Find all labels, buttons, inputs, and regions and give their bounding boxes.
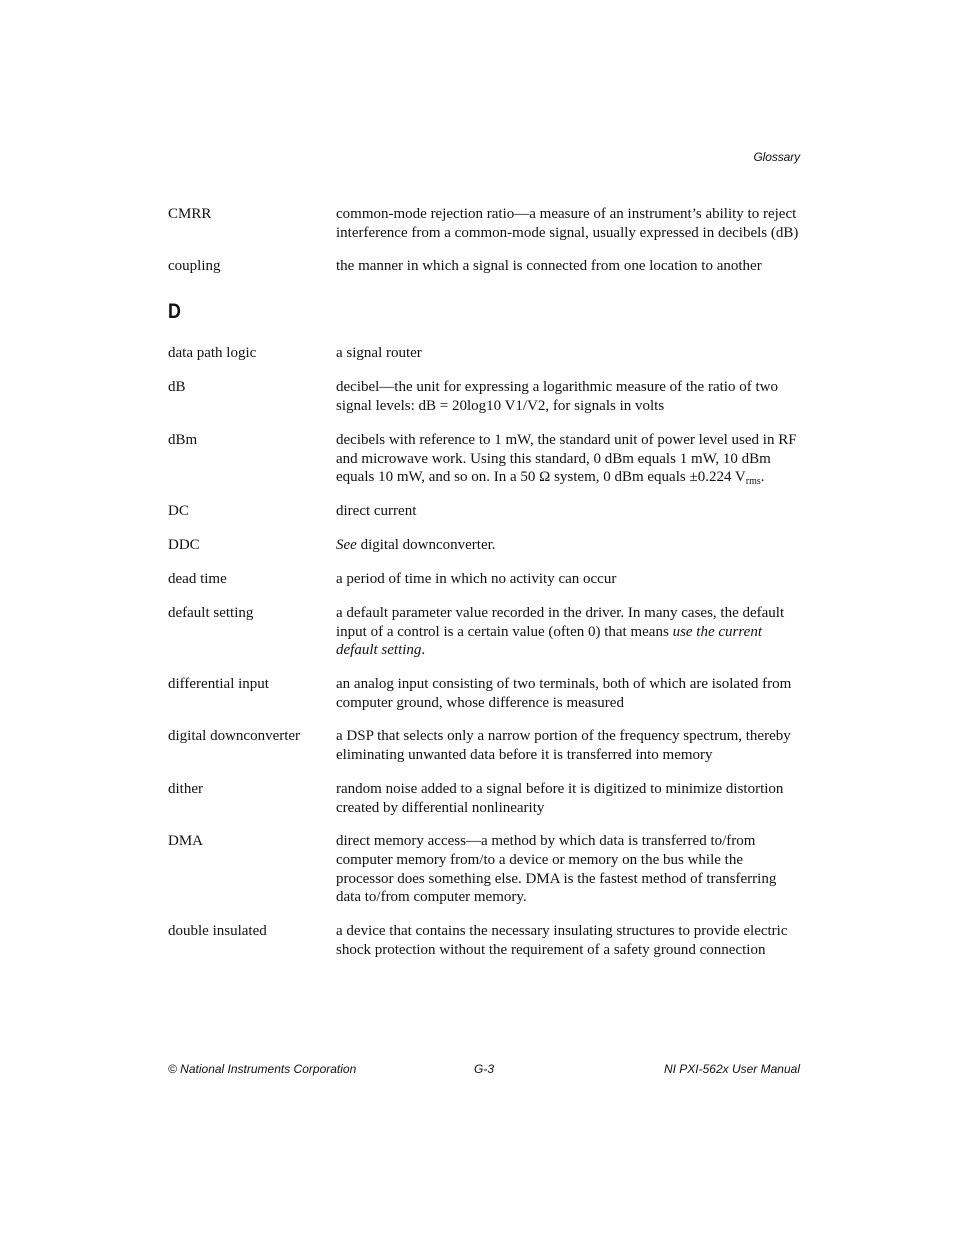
glossary-term: DC [168, 502, 189, 519]
glossary-definition: a period of time in which no activity can occur [336, 570, 617, 587]
page-number: G-3 [474, 1062, 495, 1076]
glossary-definition: a DSP that selects only a narrow portion of the frequency spectrum, thereby eliminating unwanted data before it is transferred into memory [336, 728, 791, 764]
glossary-term: default setting [168, 604, 254, 621]
glossary-entry-dc [168, 502, 800, 521]
glossary-entry-coupling [168, 257, 800, 276]
emphasis-text: use the current default setting [336, 623, 762, 659]
glossary-term: data path logic [168, 345, 257, 362]
see-reference: See [336, 536, 357, 553]
glossary-term: dBm [168, 431, 198, 448]
glossary-term: dB [168, 379, 186, 396]
manual-title: NI PXI-562x User Manual [663, 1062, 800, 1076]
glossary-term: dither [168, 780, 203, 797]
glossary-term: coupling [168, 258, 221, 275]
glossary-definition [336, 431, 800, 487]
glossary-entry-db [168, 378, 800, 415]
glossary-definition: common-mode rejection ratio—a measure of an instrument’s ability to reject interference from a common-mode signal, usually expressed in decibels (dB) [336, 206, 799, 241]
glossary-definition: direct current [336, 502, 417, 519]
glossary-entry-cmrr [168, 205, 800, 242]
glossary-definition: decibel—the unit for expressing a logarithmic measure of the ratio of two signal levels: dB = 20log10 V1/V2, for signals in volts [336, 379, 778, 415]
glossary-entry-dither [168, 780, 800, 817]
glossary-entry-dead-time [168, 570, 800, 589]
glossary-entry-double-insulated [168, 922, 800, 959]
glossary-definition: a device that contains the necessary insulating structures to provide electric shock protection without the requirement of a safety ground connection [336, 923, 788, 958]
glossary-entry-default-setting [168, 604, 800, 660]
glossary-body [168, 205, 800, 959]
glossary-term: CMRR [168, 206, 212, 222]
glossary-definition [336, 604, 800, 660]
section-heading-d: D [168, 300, 181, 324]
glossary-term: DDC [168, 536, 200, 553]
definition-end: . [421, 642, 426, 659]
glossary-entry-dbm [168, 431, 800, 487]
glossary-term: digital downconverter [168, 728, 301, 745]
glossary-term: DMA [168, 833, 204, 850]
glossary-entry-data-path-logic [168, 344, 800, 363]
definition-text: a default parameter value recorded in the driver. In many cases, the default input of a control is a certain value (often 0) that means [336, 604, 785, 640]
definition-end: . [760, 469, 765, 486]
definition-text: digital downconverter. [356, 536, 496, 553]
glossary-definition [336, 536, 800, 555]
footer-copyright: © National Instruments Corporation [168, 1062, 357, 1076]
definition-text: decibels with reference to 1 mW, the standard unit of power level used in RF and microwave work. Using this standard, 0 dBm equals 1 mW, 10 dBm equals 10 mW, and so on. In a 50 Ω system, 0 dBm equals ±0.224 V [336, 431, 797, 486]
glossary-definition: a signal router [336, 345, 422, 362]
running-header: Glossary [753, 150, 800, 164]
glossary-entry-differential-input [168, 675, 800, 712]
glossary-definition: the manner in which a signal is connected from one location to another [336, 258, 762, 275]
glossary-definition: random noise added to a signal before it is digitized to minimize distortion created by differential nonlinearity [336, 780, 784, 816]
glossary-entry-digital-downconverter [168, 727, 800, 764]
glossary-definition: direct memory access—a method by which data is transferred to/from computer memory from/to a device or memory on the bus while the processor does something else. DMA is the fastest method of transferring data to/from computer memory. [336, 833, 777, 906]
rms-subscript: rms [745, 476, 761, 488]
glossary-term: dead time [168, 570, 227, 587]
glossary-entry-ddc [168, 536, 800, 555]
page-footer [168, 1062, 800, 1078]
glossary-entry-dma [168, 832, 800, 907]
glossary-term: double insulated [168, 923, 267, 940]
glossary-term: differential input [168, 676, 269, 693]
glossary-definition: an analog input consisting of two terminals, both of which are isolated from computer ground, whose difference is measured [336, 676, 792, 711]
